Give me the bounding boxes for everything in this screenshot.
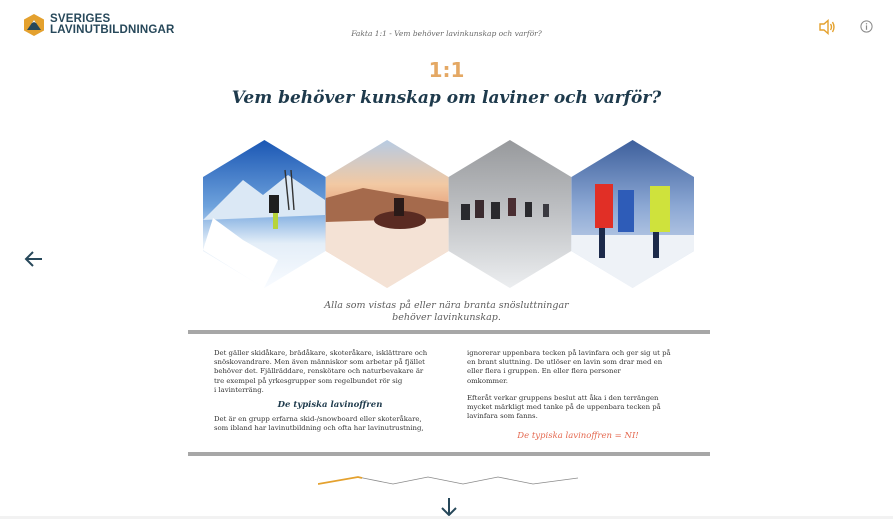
hexagon-image-gallery	[203, 140, 694, 288]
caption	[0, 300, 893, 324]
page-title: Vem behöver kunskap om laviner och varför?	[231, 88, 662, 108]
subheading-typical-victims: De typiska lavinoffren	[277, 400, 383, 411]
section-number: 1:1	[428, 58, 465, 82]
progress-indicator	[318, 473, 578, 487]
left-text-column	[214, 349, 446, 434]
right-text-column	[467, 349, 689, 442]
rescuers-photo	[571, 140, 694, 288]
left-paragraph-1: Det gäller skidåkare, brädåkare, skoteråkare, isklättrare och snöskovandrare. Men även människor som arbetar på fjället behöver det. Fjällräddare, renskötare och naturbevakare är tre exempel på yrkesgrupper som regelbundet rör sig i lavinterräng.	[214, 349, 428, 394]
breadcrumb: Fakta 1:1 - Vem behöver lavinkunskap och varför?	[351, 29, 542, 38]
left-paragraph-2: Det är en grupp erfarna skid-/snowboard eller skoteråkare, som ibland har lavinutbildning och ofta har lavinutrustning,	[214, 415, 424, 433]
info-icon[interactable]	[860, 20, 873, 33]
arrow-left-icon[interactable]	[24, 250, 44, 268]
progress-fill	[318, 477, 362, 484]
skier-photo	[203, 140, 326, 288]
arrow-down-icon[interactable]	[440, 497, 458, 517]
group-in-storm-photo	[449, 140, 572, 288]
right-paragraph-2: Efteråt verkar gruppens beslut att åka i den terrängen mycket märkligt med tanke på de uppenbara tecken på lavinfara som fanns.	[467, 393, 661, 421]
caption-line-2: behöver lavinkunskap.	[392, 312, 501, 323]
divider-top	[188, 330, 710, 334]
highlight-statement: De typiska lavinoffren = NI!	[517, 431, 639, 442]
speaker-icon[interactable]	[817, 19, 837, 35]
brand-line-2: LAVINUTBILDNINGAR	[50, 24, 175, 36]
brand-line-1: SVERIGES	[50, 13, 111, 25]
caption-line-1: Alla som vistas på eller nära branta snösluttningar	[324, 300, 569, 311]
right-paragraph-1: ignorerar uppenbara tecken på lavinfara och ger sig ut på en brant sluttning. De utlöser en lavin som drar med en eller flera i gruppen. En eller flera personer omkommer.	[467, 349, 671, 385]
snowmobile-photo	[326, 140, 449, 288]
divider-bottom	[188, 452, 710, 456]
